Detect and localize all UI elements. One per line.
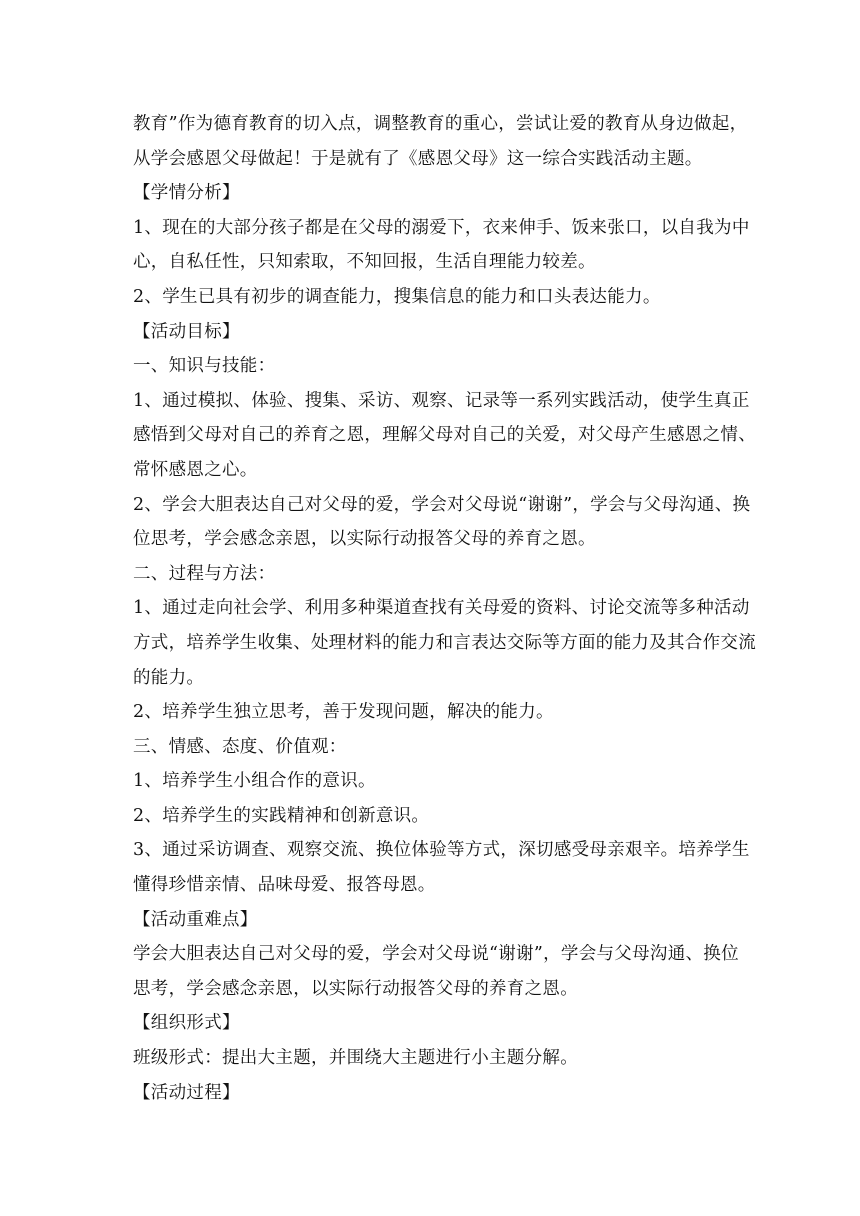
text-line: 2、学生已具有初步的调查能力，搜集信息的能力和口头表达能力。: [133, 286, 661, 307]
section-heading: 【组织形式】: [133, 1013, 240, 1034]
subsection-heading: 三、情感、态度、价值观：: [133, 736, 347, 757]
text-line: 1、培养学生小组合作的意识。: [133, 771, 376, 792]
text-line: 学会大胆表达自己对父母的爱，学会对父母说“谢谢”，学会与父母沟通、换位: [133, 944, 739, 965]
subsection-heading: 二、过程与方法：: [133, 563, 276, 584]
text-line: 2、培养学生的实践精神和创新意识。: [133, 805, 430, 826]
text-line: 1、现在的大部分孩子都是在父母的溺爱下，衣来伸手、饭来张口，以自我为中: [133, 217, 750, 238]
text-line: 懂得珍惜亲情、品味母爱、报答母恩。: [133, 875, 436, 896]
section-heading: 【学情分析】: [133, 183, 240, 204]
text-line: 班级形式：提出大主题，并围绕大主题进行小主题分解。: [133, 1048, 578, 1069]
text-line: 3、通过采访调查、观察交流、换位体验等方式，深切感受母亲艰辛。培养学生: [133, 840, 750, 861]
text-line: 位思考，学会感念亲恩，以实际行动报答父母的养育之恩。: [133, 529, 596, 550]
text-line: 2、学会大胆表达自己对父母的爱，学会对父母说“谢谢”，学会与父母沟通、换: [133, 494, 751, 515]
text-line: 1、通过走向社会学、利用多种渠道查找有关母爱的资料、讨论交流等多种活动: [133, 598, 750, 619]
subsection-heading: 一、知识与技能：: [133, 356, 276, 377]
section-heading: 【活动重难点】: [133, 909, 258, 930]
text-line: 教育”作为德育教育的切入点，调整教育的重心，尝试让爱的教育从身边做起，: [133, 114, 748, 134]
text-line: 感悟到父母对自己的养育之恩，理解父母对自己的关爱，对父母产生感恩之情、: [133, 425, 756, 446]
section-heading: 【活动目标】: [133, 321, 240, 342]
text-line: 心，自私任性，只知索取，不知回报，生活自理能力较差。: [133, 252, 596, 273]
text-line: 常怀感恩之心。: [133, 459, 258, 480]
text-line: 思考，学会感念亲恩，以实际行动报答父母的养育之恩。: [133, 978, 578, 999]
document-body: [133, 107, 756, 1110]
section-heading: 【活动过程】: [133, 1082, 240, 1103]
text-line: 2、培养学生独立思考，善于发现问题，解决的能力。: [133, 702, 554, 723]
text-line: 从学会感恩父母做起！于是就有了《感恩父母》这一综合实践活动主题。: [133, 148, 703, 169]
text-line: 的能力。: [133, 667, 205, 688]
text-line: 1、通过模拟、体验、搜集、采访、观察、记录等一系列实践活动，使学生真正: [133, 390, 750, 411]
text-line: 方式，培养学生收集、处理材料的能力和言表达交际等方面的能力及其合作交流: [133, 632, 756, 653]
